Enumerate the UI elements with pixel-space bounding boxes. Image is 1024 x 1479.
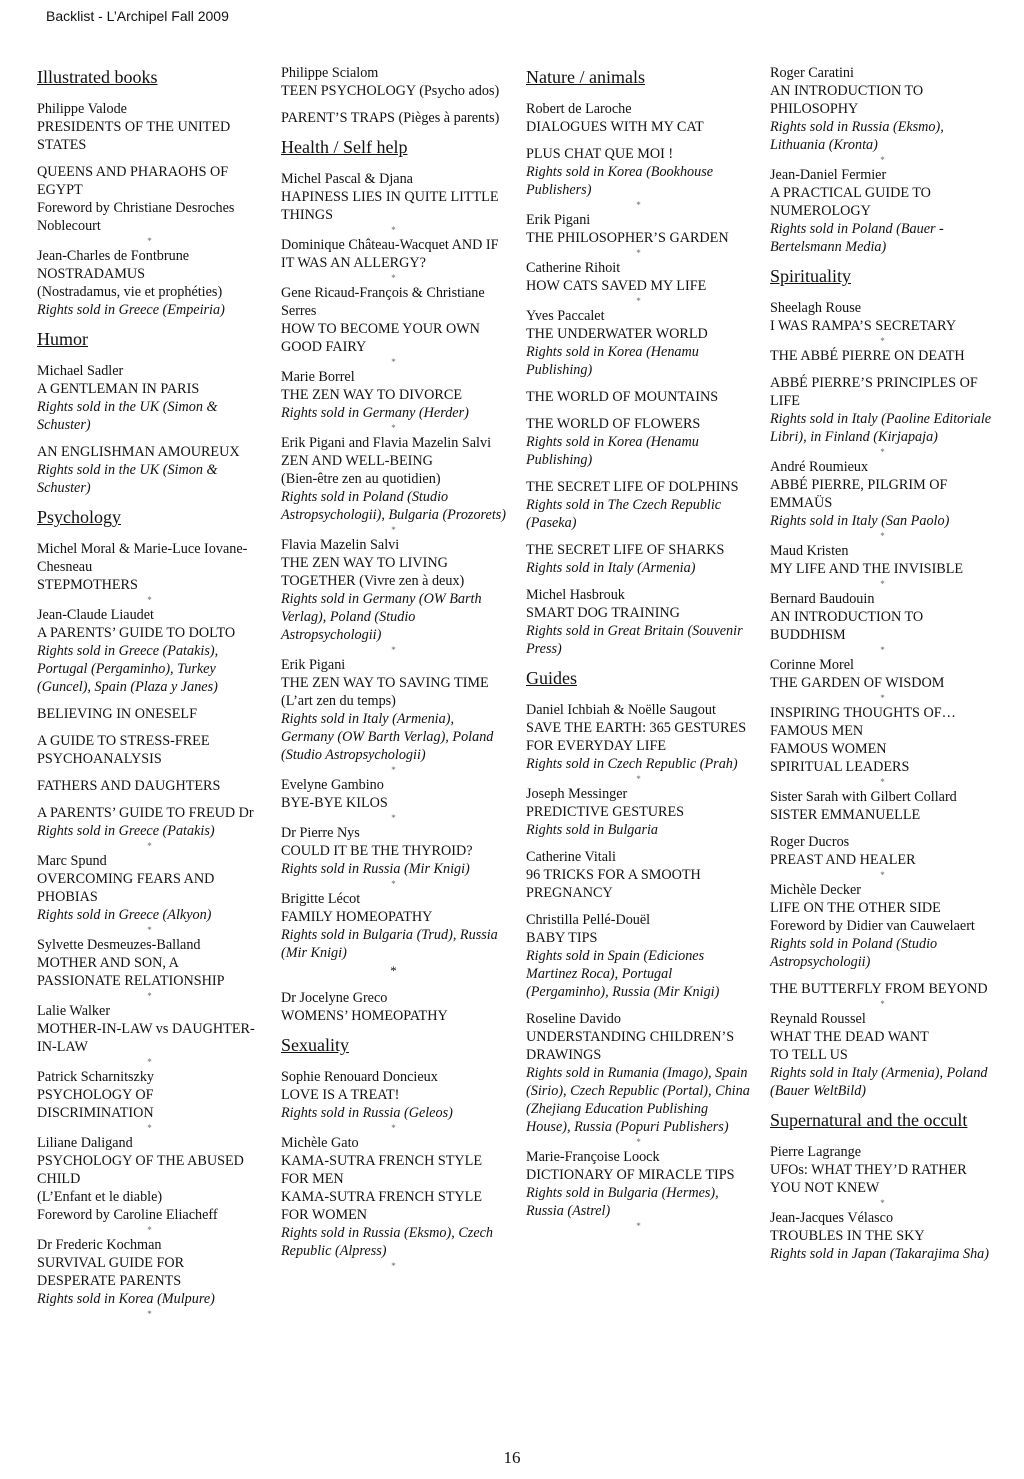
- book-entry: [770, 788, 995, 824]
- entry-line: LOVE IS A TREAT!: [281, 1087, 400, 1103]
- entry-line: FATHERS AND DAUGHTERS: [37, 778, 221, 794]
- book-entry: [37, 1236, 262, 1308]
- entry-line: THE UNDERWATER WORLD: [526, 326, 708, 342]
- entry-line: THE ABBÉ PIERRE ON DEATH: [770, 348, 965, 364]
- entry-line: PSYCHOLOGY OF DISCRIMINATION: [37, 1087, 154, 1121]
- entry-separator: *: [391, 765, 396, 775]
- entry-separator: *: [636, 248, 641, 258]
- entry-line: A PARENTS’ GUIDE TO DOLTO: [37, 625, 236, 641]
- section-heading: Supernatural and the occult: [770, 1110, 968, 1130]
- entry-separator: *: [391, 1261, 396, 1271]
- catalog-column-3: [526, 64, 751, 1232]
- entry-line: Jean-Claude Liaudet: [37, 607, 154, 623]
- entry-separator: *: [391, 225, 396, 235]
- entry-line: Marc Spund: [37, 853, 107, 869]
- entry-line: Philippe Scialom: [281, 65, 379, 81]
- section-heading: Psychology: [37, 507, 122, 527]
- entry-line: A PARENTS’ GUIDE TO FREUD Dr: [37, 805, 254, 821]
- entry-line: TO TELL US: [770, 1047, 848, 1063]
- entry-line: Maud Kristen: [770, 543, 849, 559]
- entry-line: STEPMOTHERS: [37, 577, 138, 593]
- entry-line: COULD IT BE THE THYROID?: [281, 843, 473, 859]
- entry-line: AN INTRODUCTION TO PHILOSOPHY: [770, 83, 924, 117]
- rights-note: Rights sold in Italy (Armenia), Poland (Bauer WeltBild): [770, 1065, 988, 1099]
- entry-separator: *: [636, 1137, 641, 1147]
- book-entry: [37, 1068, 262, 1122]
- running-header: Backlist - L’Archipel Fall 2009: [46, 8, 229, 24]
- book-entry: [37, 540, 262, 594]
- section-heading: Sexuality: [281, 1035, 349, 1055]
- rights-note: Rights sold in Italy (San Paolo): [770, 513, 950, 529]
- entry-separator: *: [636, 1221, 641, 1231]
- entry-separator: *: [147, 1057, 152, 1067]
- entry-separator: *: [391, 273, 396, 283]
- entry-line: Liliane Daligand: [37, 1135, 133, 1151]
- book-entry: [526, 415, 751, 469]
- rights-note: Rights sold in Bulgaria (Hermes), Russia (Astrel): [526, 1185, 719, 1219]
- entry-line: SMART DOG TRAINING: [526, 605, 680, 621]
- book-entry: [281, 170, 506, 224]
- rights-note: Rights sold in Poland (Studio Astropsychologii), Bulgaria (Prozorets): [281, 489, 507, 523]
- entry-line: Gene Ricaud-François & Christiane Serres: [281, 285, 485, 319]
- entry-line: Michel Pascal & Djana: [281, 171, 413, 187]
- book-entry: [770, 656, 995, 692]
- book-entry: [526, 307, 751, 379]
- entry-line: Foreword by Caroline Eliacheff: [37, 1207, 218, 1223]
- book-entry: [526, 848, 751, 902]
- entry-line: KAMA-SUTRA FRENCH STYLE FOR MEN: [281, 1153, 483, 1187]
- entry-line: THE SECRET LIFE OF SHARKS: [526, 542, 725, 558]
- entry-line: FAMILY HOMEOPATHY: [281, 909, 433, 925]
- book-entry: [526, 388, 751, 406]
- book-entry: [526, 1010, 751, 1136]
- rights-note: Rights sold in Bulgaria: [526, 822, 659, 838]
- entry-line: BYE-BYE KILOS: [281, 795, 388, 811]
- entry-line: Michèle Gato: [281, 1135, 359, 1151]
- book-entry: [526, 259, 751, 295]
- entry-separator: *: [880, 870, 885, 880]
- entry-line: LIFE ON THE OTHER SIDE: [770, 900, 941, 916]
- entry-line: Sophie Renouard Doncieux: [281, 1069, 438, 1085]
- entry-line: Erik Pigani and Flavia Mazelin Salvi: [281, 435, 492, 451]
- entry-line: OVERCOMING FEARS AND PHOBIAS: [37, 871, 215, 905]
- rights-note: Rights sold in Italy (Paoline Editoriale Libri), in Finland (Kirjapaja): [770, 411, 992, 445]
- rights-note: Rights sold in Russia (Eksmo), Czech Republic (Alpress): [281, 1225, 494, 1259]
- entry-line: Philippe Valode: [37, 101, 127, 117]
- book-entry: [37, 777, 262, 795]
- entry-separator: *: [391, 357, 396, 367]
- catalog-column-4: [770, 64, 995, 1272]
- entry-line: BELIEVING IN ONESELF: [37, 706, 197, 722]
- entry-line: Foreword by Christiane Desroches Noblecourt: [37, 200, 235, 234]
- entry-line: ZEN AND WELL-BEING: [281, 453, 433, 469]
- book-entry: [770, 704, 995, 776]
- entry-line: Flavia Mazelin Salvi: [281, 537, 400, 553]
- entry-separator: *: [391, 1123, 396, 1133]
- entry-line: A GENTLEMAN IN PARIS: [37, 381, 200, 397]
- separator-asterisk: *: [390, 963, 397, 978]
- entry-line: Reynald Roussel: [770, 1011, 866, 1027]
- rights-note: Rights sold in Korea (Henamu Publishing): [526, 344, 699, 378]
- entry-line: THE GARDEN OF WISDOM: [770, 675, 945, 691]
- book-entry: [37, 247, 262, 319]
- book-entry: [37, 443, 262, 497]
- entry-line: THE ZEN WAY TO DIVORCE: [281, 387, 463, 403]
- book-entry: [770, 374, 995, 446]
- book-entry: [770, 347, 995, 365]
- catalog-column-1: [37, 64, 262, 1320]
- entry-line: (Nostradamus, vie et prophéties): [37, 284, 223, 300]
- entry-line: AN ENGLISHMAN AMOUREUX: [37, 444, 240, 460]
- entry-separator: *: [147, 925, 152, 935]
- entry-line: PARENT’S TRAPS (Pièges à parents): [281, 110, 500, 126]
- book-entry: [281, 824, 506, 878]
- entry-line: DIALOGUES WITH MY CAT: [526, 119, 704, 135]
- book-entry: [770, 542, 995, 578]
- rights-note: Rights sold in Rumania (Imago), Spain (Sirio), Czech Republic (Portal), China (Zhejiang Education Publishing House), Russia (Popuri Publishers): [526, 1065, 750, 1135]
- entry-line: NOSTRADAMUS: [37, 266, 145, 282]
- entry-line: 96 TRICKS FOR A SMOOTH PREGNANCY: [526, 867, 701, 901]
- rights-note: Rights sold in Greece (Patakis), Portugal (Pergaminho), Turkey (Guncel), Spain (Plaza y Janes): [37, 643, 219, 695]
- entry-line: Jean-Jacques Vélasco: [770, 1210, 894, 1226]
- entry-line: QUEENS AND PHARAOHS OF EGYPT: [37, 164, 229, 198]
- entry-line: BABY TIPS: [526, 930, 598, 946]
- entry-line: UNDERSTANDING CHILDREN’S DRAWINGS: [526, 1029, 735, 1063]
- book-entry: [281, 1134, 506, 1260]
- rights-note: Rights sold in the UK (Simon & Schuster): [37, 399, 218, 433]
- book-entry: [526, 145, 751, 199]
- entry-line: MOTHER AND SON, A PASSIONATE RELATIONSHIP: [37, 955, 225, 989]
- entry-line: AN INTRODUCTION TO BUDDHISM: [770, 609, 924, 643]
- entry-line: Roger Caratini: [770, 65, 854, 81]
- entry-line: Dr Pierre Nys: [281, 825, 360, 841]
- entry-line: (L’Enfant et le diable): [37, 1189, 163, 1205]
- book-entry: [281, 989, 506, 1025]
- section-heading: Illustrated books: [37, 67, 158, 87]
- entry-line: Michel Hasbrouk: [526, 587, 625, 603]
- book-entry: [770, 833, 995, 869]
- entry-line: SISTER EMMANUELLE: [770, 807, 921, 823]
- page-number: 16: [503, 1448, 521, 1467]
- entry-line: HOW TO BECOME YOUR OWN GOOD FAIRY: [281, 321, 480, 355]
- entry-line: Roseline Davido: [526, 1011, 621, 1027]
- entry-separator: *: [636, 774, 641, 784]
- entry-line: WOMENS’ HOMEOPATHY: [281, 1008, 448, 1024]
- rights-note: Rights sold in Poland (Bauer - Bertelsmann Media): [770, 221, 944, 255]
- book-entry: [281, 1068, 506, 1122]
- entry-line: Sister Sarah with Gilbert Collard: [770, 789, 957, 805]
- entry-line: Jean-Daniel Fermier: [770, 167, 887, 183]
- book-entry: [37, 362, 262, 434]
- rights-note: Rights sold in Germany (Herder): [281, 405, 469, 421]
- entry-line: Corinne Morel: [770, 657, 854, 673]
- book-entry: [37, 732, 262, 768]
- entry-line: Catherine Rihoit: [526, 260, 621, 276]
- entry-line: MOTHER-IN-LAW vs DAUGHTER-IN-LAW: [37, 1021, 255, 1055]
- book-entry: [37, 100, 262, 154]
- entry-line: HOW CATS SAVED MY LIFE: [526, 278, 707, 294]
- entry-line: Yves Paccalet: [526, 308, 605, 324]
- entry-line: PREDICTIVE GESTURES: [526, 804, 685, 820]
- entry-separator: *: [147, 236, 152, 246]
- entry-line: HAPINESS LIES IN QUITE LITTLE THINGS: [281, 189, 499, 223]
- book-entry: [281, 434, 506, 524]
- entry-separator: *: [147, 841, 152, 851]
- entry-line: Bernard Baudouin: [770, 591, 875, 607]
- rights-note: Rights sold in the UK (Simon & Schuster): [37, 462, 218, 496]
- entry-separator: *: [636, 200, 641, 210]
- book-entry: [526, 1148, 751, 1220]
- entry-line: SPIRITUAL LEADERS: [770, 759, 910, 775]
- book-entry: [37, 1002, 262, 1056]
- entry-separator: *: [636, 296, 641, 306]
- book-entry: [281, 890, 506, 980]
- entry-line: Erik Pigani: [526, 212, 591, 228]
- entry-line: DICTIONARY OF MIRACLE TIPS: [526, 1167, 735, 1183]
- entry-line: Brigitte Lécot: [281, 891, 361, 907]
- book-entry: [770, 881, 995, 971]
- entry-line: Erik Pigani: [281, 657, 346, 673]
- book-entry: [526, 478, 751, 532]
- section-heading: Humor: [37, 329, 88, 349]
- entry-separator: *: [147, 595, 152, 605]
- entry-line: Christilla Pellé-Douël: [526, 912, 651, 928]
- entry-separator: *: [391, 879, 396, 889]
- rights-note: Rights sold in Russia (Geleos): [281, 1105, 453, 1121]
- rights-note: Rights sold in Korea (Henamu Publishing): [526, 434, 699, 468]
- entry-line: FAMOUS MEN: [770, 723, 864, 739]
- book-entry: [526, 586, 751, 658]
- entry-separator: *: [391, 423, 396, 433]
- entry-line: A GUIDE TO STRESS-FREE PSYCHOANALYSIS: [37, 733, 210, 767]
- entry-line: THE WORLD OF MOUNTAINS: [526, 389, 719, 405]
- rights-note: Rights sold in Germany (OW Barth Verlag), Poland (Studio Astropsychologii): [281, 591, 482, 643]
- entry-line: TEEN PSYCHOLOGY (Psycho ados): [281, 83, 500, 99]
- book-entry: [770, 590, 995, 644]
- entry-line: Marie Borrel: [281, 369, 355, 385]
- book-entry: [281, 109, 506, 127]
- entry-line: Catherine Vitali: [526, 849, 616, 865]
- entry-separator: *: [880, 531, 885, 541]
- entry-line: Marie-Françoise Loock: [526, 1149, 660, 1165]
- entry-line: PSYCHOLOGY OF THE ABUSED CHILD: [37, 1153, 244, 1187]
- entry-line: PLUS CHAT QUE MOI !: [526, 146, 674, 162]
- entry-separator: *: [880, 155, 885, 165]
- book-entry: [37, 163, 262, 235]
- entry-line: WHAT THE DEAD WANT: [770, 1029, 929, 1045]
- book-entry: [770, 1209, 995, 1263]
- rights-note: Rights sold in The Czech Republic (Paseka): [526, 497, 722, 531]
- entry-line: Roger Ducros: [770, 834, 850, 850]
- book-entry: [770, 299, 995, 335]
- rights-note: Rights sold in Greece (Patakis): [37, 823, 215, 839]
- entry-line: THE ZEN WAY TO SAVING TIME: [281, 675, 489, 691]
- rights-note: Rights sold in Greece (Alkyon): [37, 907, 212, 923]
- book-entry: [281, 236, 506, 272]
- entry-separator: *: [880, 645, 885, 655]
- entry-line: ABBÉ PIERRE, PILGRIM OF EMMAÜS: [770, 477, 948, 511]
- book-entry: [37, 852, 262, 924]
- entry-separator: *: [880, 777, 885, 787]
- entry-line: Lalie Walker: [37, 1003, 111, 1019]
- section-heading: Spirituality: [770, 266, 851, 286]
- entry-line: Sylvette Desmeuzes-Balland: [37, 937, 201, 953]
- rights-note: Rights sold in Korea (Bookhouse Publishers): [526, 164, 714, 198]
- book-entry: [281, 64, 506, 100]
- entry-line: Robert de Laroche: [526, 101, 632, 117]
- book-entry: [281, 368, 506, 422]
- book-entry: [770, 1010, 995, 1100]
- entry-line: (Bien-être zen au quotidien): [281, 471, 441, 487]
- entry-line: Joseph Messinger: [526, 786, 628, 802]
- entry-line: KAMA-SUTRA FRENCH STYLE FOR WOMEN: [281, 1189, 483, 1223]
- rights-note: Rights sold in Great Britain (Souvenir Press): [526, 623, 743, 657]
- entry-line: Foreword by Didier van Cauwelaert: [770, 918, 975, 934]
- entry-separator: *: [147, 1309, 152, 1319]
- rights-note: Rights sold in Czech Republic (Prah): [526, 756, 738, 772]
- entry-line: Michael Sadler: [37, 363, 124, 379]
- rights-note: Rights sold in Greece (Empeiria): [37, 302, 225, 318]
- book-entry: [770, 1143, 995, 1197]
- catalog-column-2: [281, 64, 506, 1272]
- entry-separator: *: [391, 525, 396, 535]
- entry-line: THE BUTTERFLY FROM BEYOND: [770, 981, 988, 997]
- rights-note: Rights sold in Korea (Mulpure): [37, 1291, 215, 1307]
- section-heading: Guides: [526, 668, 577, 688]
- entry-line: SAVE THE EARTH: 365 GESTURES FOR EVERYDAY LIFE: [526, 720, 747, 754]
- book-entry: [526, 211, 751, 247]
- entry-separator: *: [391, 813, 396, 823]
- entry-line: SURVIVAL GUIDE FOR DESPERATE PARENTS: [37, 1255, 185, 1289]
- entry-line: FAMOUS WOMEN: [770, 741, 887, 757]
- book-entry: [37, 606, 262, 696]
- rights-note: Rights sold in Spain (Ediciones Martinez Roca), Portugal (Pergaminho), Russia (Mir Knigi): [526, 948, 720, 1000]
- entry-separator: *: [147, 991, 152, 1001]
- book-entry: [770, 458, 995, 530]
- rights-note: Rights sold in Italy (Armenia): [526, 560, 696, 576]
- entry-separator: *: [880, 999, 885, 1009]
- entry-line: Dr Jocelyne Greco: [281, 990, 388, 1006]
- book-entry: [526, 100, 751, 136]
- entry-line: Evelyne Gambino: [281, 777, 384, 793]
- rights-note: Rights sold in Italy (Armenia), Germany (OW Barth Verlag), Poland (Studio Astropsychologii): [281, 711, 494, 763]
- entry-separator: *: [880, 579, 885, 589]
- book-entry: [281, 536, 506, 644]
- rights-note: Rights sold in Poland (Studio Astropsychologii): [770, 936, 938, 970]
- entry-line: I WAS RAMPA’S SECRETARY: [770, 318, 957, 334]
- book-entry: [526, 911, 751, 1001]
- book-entry: [770, 64, 995, 154]
- entry-line: A PRACTICAL GUIDE TO NUMEROLOGY: [770, 185, 931, 219]
- book-entry: [526, 701, 751, 773]
- entry-separator: *: [880, 447, 885, 457]
- entry-line: THE WORLD OF FLOWERS: [526, 416, 701, 432]
- entry-line: MY LIFE AND THE INVISIBLE: [770, 561, 964, 577]
- entry-line: Michèle Decker: [770, 882, 861, 898]
- book-entry: [37, 804, 262, 840]
- entry-line: Michel Moral & Marie-Luce Iovane-Chesneau: [37, 541, 248, 575]
- rights-note: Rights sold in Russia (Mir Knigi): [281, 861, 470, 877]
- entry-line: Dominique Château-Wacquet AND IF IT WAS AN ALLERGY?: [281, 237, 499, 271]
- entry-line: Jean-Charles de Fontbrune: [37, 248, 190, 264]
- book-entry: [770, 166, 995, 256]
- entry-line: THE ZEN WAY TO LIVING TOGETHER (Vivre zen à deux): [281, 555, 465, 589]
- entry-line: Daniel Ichbiah & Noëlle Saugout: [526, 702, 716, 718]
- entry-line: André Roumieux: [770, 459, 869, 475]
- entry-separator: *: [880, 1198, 885, 1208]
- entry-line: Patrick Scharnitszky: [37, 1069, 155, 1085]
- rights-note: Rights sold in Bulgaria (Trud), Russia (Mir Knigi): [281, 927, 498, 961]
- rights-note: Rights sold in Japan (Takarajima Sha): [770, 1246, 989, 1262]
- entry-line: UFOs: WHAT THEY’D RATHER YOU NOT KNEW: [770, 1162, 967, 1196]
- entry-line: PRESIDENTS OF THE UNITED STATES: [37, 119, 231, 153]
- entry-separator: *: [147, 1123, 152, 1133]
- book-entry: [37, 936, 262, 990]
- entry-separator: *: [147, 1225, 152, 1235]
- section-heading: Health / Self help: [281, 137, 408, 157]
- entry-separator: *: [880, 693, 885, 703]
- entry-line: Dr Frederic Kochman: [37, 1237, 162, 1253]
- entry-line: THE PHILOSOPHER’S GARDEN: [526, 230, 729, 246]
- book-entry: [770, 980, 995, 998]
- rights-note: Rights sold in Russia (Eksmo), Lithuania (Kronta): [770, 119, 944, 153]
- entry-line: THE SECRET LIFE OF DOLPHINS: [526, 479, 739, 495]
- book-entry: [37, 1134, 262, 1224]
- entry-line: Sheelagh Rouse: [770, 300, 862, 316]
- book-entry: [526, 785, 751, 839]
- entry-line: INSPIRING THOUGHTS OF…: [770, 705, 956, 721]
- book-entry: [37, 705, 262, 723]
- section-heading: Nature / animals: [526, 67, 645, 87]
- book-entry: [281, 656, 506, 764]
- entry-line: Pierre Lagrange: [770, 1144, 861, 1160]
- entry-line: PREAST AND HEALER: [770, 852, 916, 868]
- entry-separator: *: [880, 336, 885, 346]
- entry-line: ABBÉ PIERRE’S PRINCIPLES OF LIFE: [770, 375, 978, 409]
- book-entry: [281, 284, 506, 356]
- entry-separator: *: [391, 645, 396, 655]
- book-entry: [526, 541, 751, 577]
- entry-line: TROUBLES IN THE SKY: [770, 1228, 925, 1244]
- book-entry: [281, 776, 506, 812]
- entry-line: (L’art zen du temps): [281, 693, 396, 709]
